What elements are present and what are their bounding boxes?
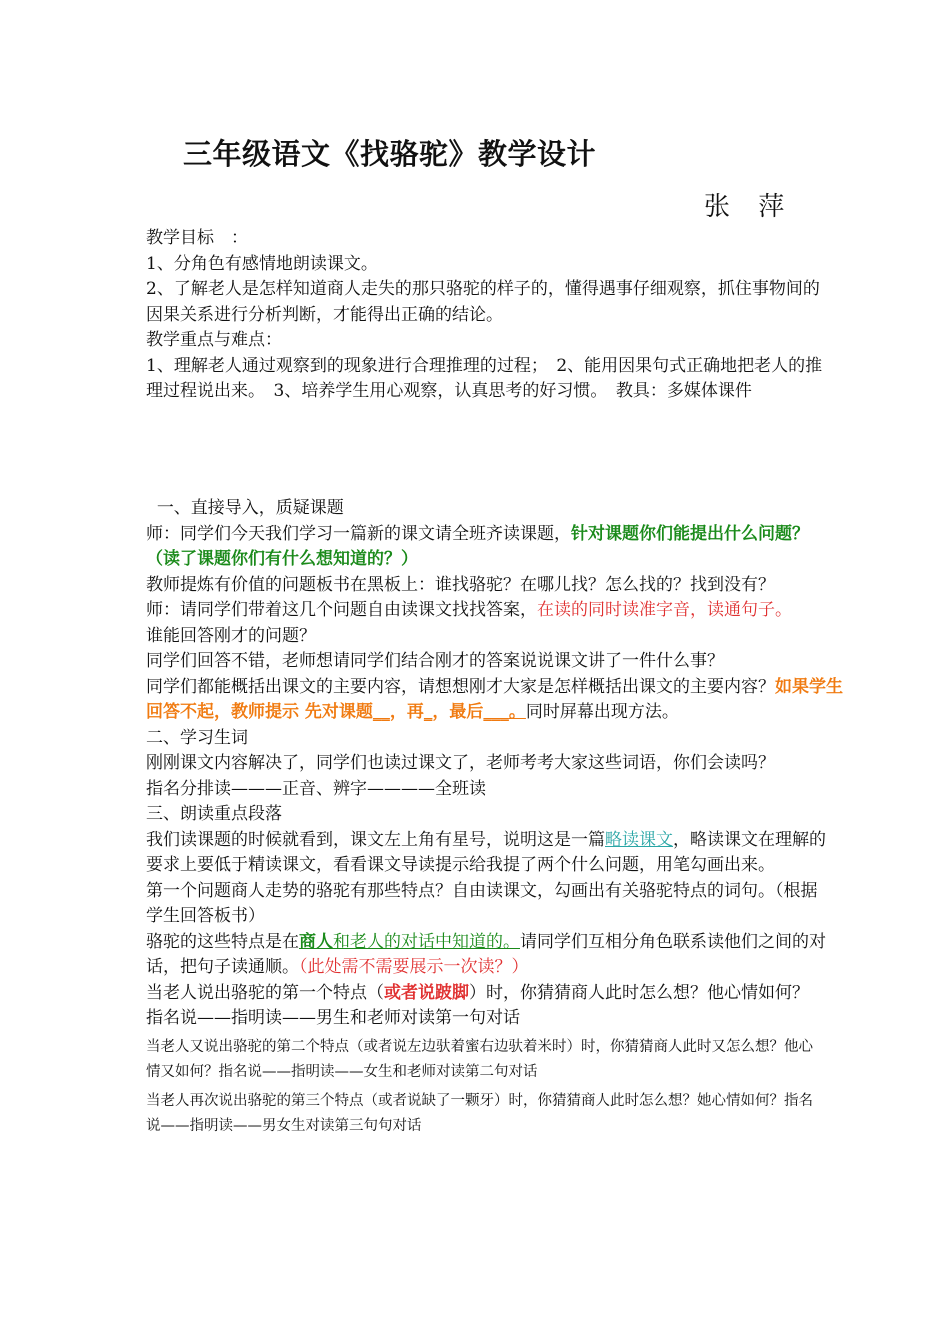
paragraph: 当老人再次说出骆驼的第三个特点（或者说缺了一颗牙）时，你猜猜商人此时怎么想？她心情如何？指名说——指明读——男女生对读第三句句对话 bbox=[146, 1092, 813, 1134]
page-title: 三年级语文《找骆驼》教学设计 bbox=[183, 137, 597, 171]
section-heading: 二、学习生词 bbox=[146, 727, 248, 748]
key-points-label: 教学重点与难点： bbox=[146, 330, 282, 350]
paragraph: 师：同学们今天我们学习一篇新的课文请全班齐读课题，针对课题你们能提出什么问题？（读了课题你们有什么想知道的？） bbox=[146, 523, 809, 569]
paragraph: 当老人又说出骆驼的第二个特点（或者说左边驮着蜜右边驮着米时）时，你猜猜商人此时又怎么想？他心情又如何？指名说——指明读——女生和老师对读第二句对话 bbox=[146, 1038, 813, 1080]
lesson-body bbox=[146, 496, 843, 1140]
paragraph: 同学们都能概括出课文的主要内容，请想想刚才大家是怎样概括出课文的主要内容？如果学生回答不起，教师提示 先对课题__，再_，最后___。同时屏幕出现方法。 bbox=[146, 676, 843, 722]
section-heading: 一、直接导入，质疑课题 bbox=[156, 498, 344, 518]
paragraph: 同学们回答不错，老师想请同学们结合刚才的答案说说课文讲了一件什么事？ bbox=[146, 651, 724, 671]
paragraph: 第一个问题商人走势的骆驼有那些特点？自由读课文，勾画出有关骆驼特点的词句。（根据学生回答板书） bbox=[146, 880, 818, 926]
paragraph: 教师提炼有价值的问题板书在黑板上：谁找骆驼？在哪儿找？怎么找的？找到没有？ bbox=[146, 574, 775, 595]
objectives-label: 教学目标 ： bbox=[146, 228, 248, 248]
paragraph: 师：请同学们带着这几个问题自由读课文找找答案，在读的同时读准字音，读通句子。 bbox=[146, 600, 792, 620]
highlight-text: 针对课题你们能提出什么问题？（读了课题你们有什么想知道的？） bbox=[146, 523, 809, 569]
paragraph: 刚刚课文内容解决了，同学们也读过课文了，老师考考大家这些词语，你们会读吗？ bbox=[146, 753, 775, 773]
objective-item: 1、分角色有感情地朗读课文。 bbox=[146, 253, 378, 274]
highlight-text: 在读的同时读准字音，读通句子。 bbox=[537, 600, 792, 620]
objectives-block bbox=[146, 226, 826, 405]
hint-text: 如果学生回答不起，教师提示 先对课题__，再_，最后___。 bbox=[146, 676, 843, 722]
skim-reading-link[interactable]: 略读课文 bbox=[605, 829, 673, 850]
paragraph: 我们读课题的时候就看到，课文左上角有星号，说明这是一篇略读课文，略读课文在理解的要求上要低于精读课文，看看课文导读提示给我提了两个什么问题，用笔勾画出来。 bbox=[146, 829, 826, 875]
key-points-text: 1、理解老人通过观察到的现象进行合理推理的过程； 2、能用因果句式正确地把老人的推理过程说出来。 3、培养学生用心观察，认真思考的好习惯。 教具：多媒体课件 bbox=[146, 355, 823, 401]
note-text: （此处需不需要展示一次读？） bbox=[299, 957, 529, 977]
objective-item: 2、了解老人是怎样知道商人走失的那只骆驼的样子的，懂得遇事仔细观察，抓住事物间的因果关系进行分析判断，才能得出正确的结论。 bbox=[146, 279, 820, 325]
author-name: 张 萍 bbox=[704, 192, 795, 222]
section-heading: 三、朗读重点段落 bbox=[146, 804, 282, 824]
paragraph: 当老人说出骆驼的第一个特点（或者说跛脚）时，你猜猜商人此时怎么想？他心情如何？ 指名说——指明读——男生和老师对读第一句对话 bbox=[146, 982, 809, 1028]
paragraph: 谁能回答刚才的问题？ bbox=[146, 625, 316, 646]
paragraph: 骆驼的这些特点是在商人和老人的对话中知道的。请同学们互相分角色联系读他们之间的对话，把句子读通顺。（此处需不需要展示一次读？） bbox=[146, 931, 826, 977]
paragraph: 指名分排读———正音、辨字————全班读 bbox=[146, 778, 486, 799]
